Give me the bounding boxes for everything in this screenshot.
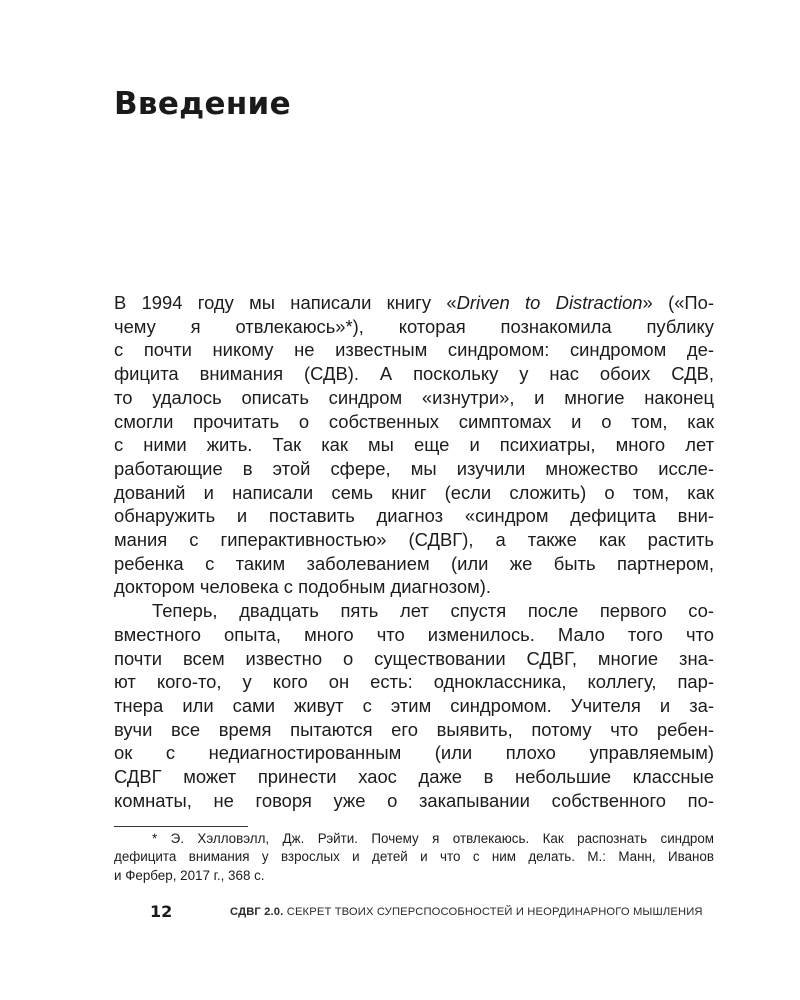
- footnote-line: дефицита внимания у взрослых и детей и что с ним делать. М.: Манн, Иванов: [114, 849, 714, 865]
- paragraph-2-line: Теперь, двадцать пять лет спустя после первого со-: [152, 600, 714, 622]
- paragraph-1-line: чему я отвлекаюсь»*), которая познакомила публику: [114, 315, 714, 337]
- paragraph-1-line: то удалось описать синдром «изнутри», и многие наконец: [114, 386, 714, 408]
- book-title-italic: Driven to Distraction: [456, 292, 643, 313]
- paragraph-2-line: почти всем известно о существовании СДВГ, многие зна-: [114, 647, 714, 669]
- paragraph-2-line: тнера или сами живут с этим синдромом. Учителя и за-: [114, 694, 714, 716]
- running-footer: [230, 906, 703, 918]
- paragraph-1-line: В 1994 году мы написали книгу «Driven to Distraction» («По-: [114, 292, 715, 313]
- paragraph-2-line: ок с недиагностированным (или плохо управляемым): [114, 742, 714, 764]
- footnote-line: * Э. Хэлловэлл, Дж. Рэйти. Почему я отвлекаюсь. Как распознать синдром: [152, 831, 714, 846]
- paragraph-1-line: работающие в этой сфере, мы изучили множество иссле-: [114, 457, 714, 479]
- paragraph-2-line: комнаты, не говоря уже о закапывании собственного по-: [114, 789, 714, 811]
- paragraph-1-line: обнаружить и поставить диагноз «синдром дефицита вни-: [114, 505, 714, 527]
- paragraph-1-line: ребенка с таким заболеванием (или же быть партнером,: [114, 552, 714, 574]
- running-footer-book-short: СДВГ 2.0.: [230, 906, 284, 918]
- paragraph-2-line: вучи все время пытаются его выявить, потому что ребен-: [114, 718, 714, 740]
- running-footer-subtitle: СЕКРЕТ ТВОИХ СУПЕРСПОСОБНОСТЕЙ И НЕОРДИНАРНОГО МЫШЛЕНИЯ: [286, 906, 703, 918]
- footnote-line: и Фербер, 2017 г., 368 с.: [114, 867, 265, 883]
- paragraph-2-line: СДВГ может принести хаос даже в небольшие классные: [114, 766, 714, 788]
- paragraph-1-line: доктором человека с подобным диагнозом).: [114, 576, 491, 598]
- paragraph-1-line: с ними жить. Так как мы еще и психиатры, много лет: [114, 434, 714, 456]
- paragraph-2-line: вместного опыта, много что изменилось. Мало того что: [114, 623, 714, 645]
- body-text: [114, 291, 714, 812]
- paragraph-1-line: с почти никому не известным синдромом: синдромом де-: [114, 339, 714, 361]
- chapter-title: Введение: [114, 86, 291, 122]
- footnote: [114, 830, 714, 885]
- paragraph-1-line: фицита внимания (СДВ). А поскольку у нас обоих СДВ,: [114, 363, 714, 385]
- footnote-divider: [114, 826, 248, 827]
- page-number: 12: [150, 902, 173, 921]
- paragraph-1-line: смогли прочитать о собственных симптомах и о том, как: [114, 410, 714, 432]
- paragraph-2-line: ют кого-то, у кого он есть: одноклассника, коллегу, пар-: [114, 671, 714, 693]
- paragraph-1-line: мания с гиперактивностью» (СДВГ), а также как растить: [114, 529, 714, 551]
- paragraph-1-line: дований и написали семь книг (если сложить) о том, как: [114, 481, 714, 503]
